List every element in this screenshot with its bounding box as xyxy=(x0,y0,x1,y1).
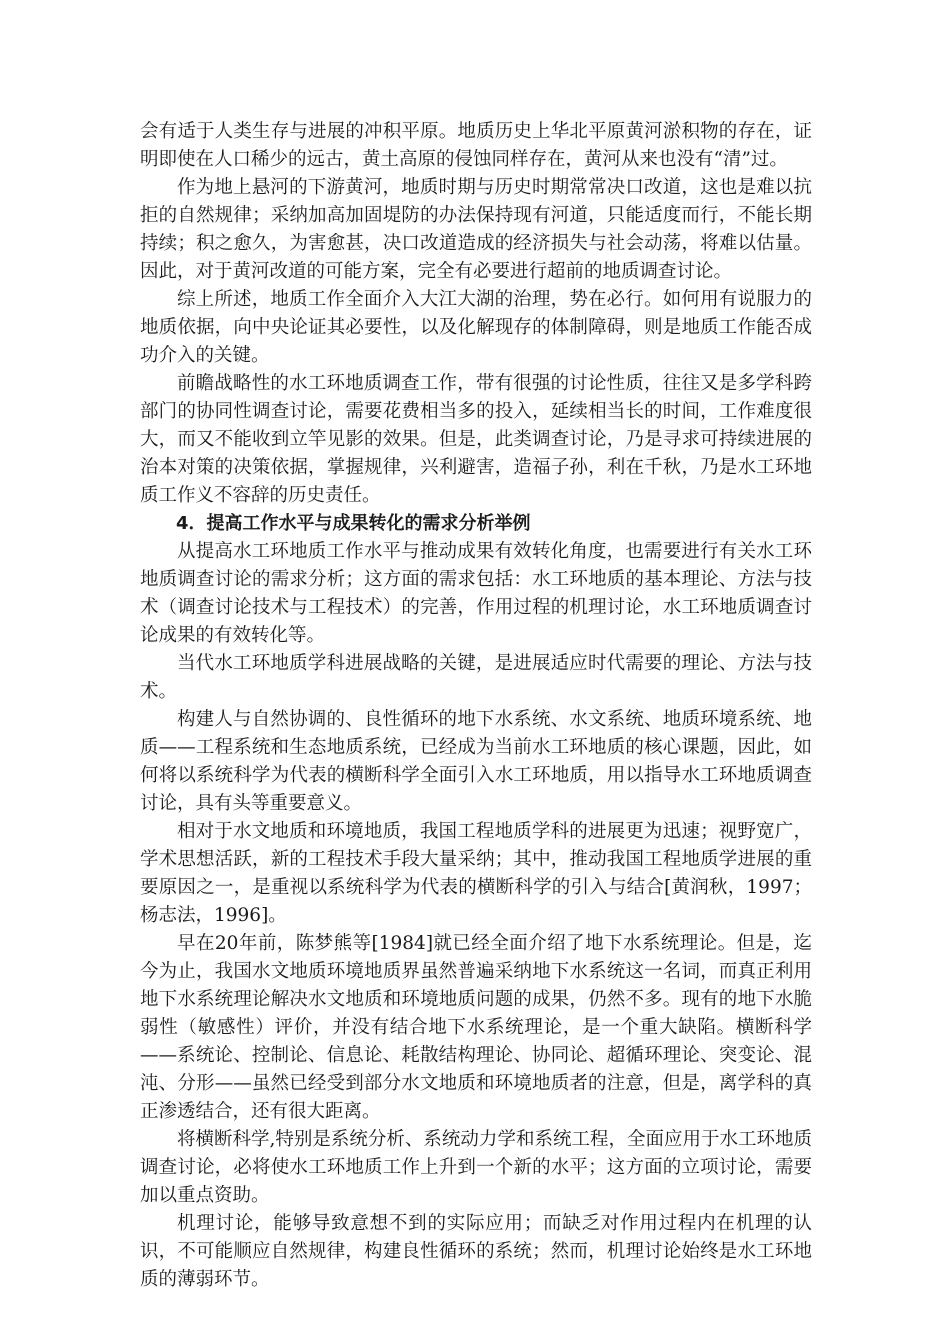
document-page xyxy=(140,118,812,1294)
paragraph-engineering-geology: 相对于水文地质和环境地质，我国工程地质学科的进展更为迅速；视野宽广，学术思想活跃，新的工程技术手段大量采纳；其中，推动我国工程地质学进展的重要原因之一，是重视以系统科学为代表的横断科学的引入与结合[黄润秋，1997；杨志法，1996]。 xyxy=(140,821,812,926)
paragraph-discipline-strategy: 当代水工环地质学科进展战略的关键，是进展适应时代需要的理论、方法与技术。 xyxy=(140,653,812,702)
paragraph-groundwater-system: 早在20年前，陈梦熊等[1984]就已经全面介绍了地下水系统理论。但是，迄今为止，我国水文地质环境地质界虽然普遍采纳地下水系统这一名词，而真正利用地下水系统理论解决水文地质和环境地质问题的成果，仍然不多。现有的地下水脆弱性（敏感性）评价，并没有结合地下水系统理论，是一个重大缺陷。横断科学——系统论、控制论、信息论、耗散结构理论、协同论、超循环理论、突变论、混沌、分形——虽然已经受到部分水文地质和环境地质者的注意，但是，离学科的真正渗透结合，还有很大距离。 xyxy=(140,933,812,1122)
paragraph-mechanism-research: 机理讨论，能够导致意想不到的实际应用；而缺乏对作用过程内在机理的认识，不可能顺应自然规律，构建良性循环的系统；然而，机理讨论始终是水工环地质的薄弱环节。 xyxy=(140,1213,812,1290)
paragraph-continued: 会有适于人类生存与进展的冲积平原。地质历史上华北平原黄河淤积物的存在，证明即使在人口稀少的远古，黄土高原的侵蚀同样存在，黄河从来也没有“清”过。 xyxy=(140,121,812,170)
paragraph-yellow-river-diversion: 作为地上悬河的下游黄河，地质时期与历史时期常常决口改道，这也是难以抗拒的自然规律；采纳加高加固堤防的办法保持现有河道，只能适度而行，不能长期持续；积之愈久，为害愈甚，决口改道造成的经济损失与社会动荡，将难以估量。因此，对于黄河改道的可能方案，完全有必要进行超前的地质调查讨论。 xyxy=(140,177,812,282)
paragraph-strategic-survey: 前瞻战略性的水工环地质调查工作，带有很强的讨论性质，往往又是多学科跨部门的协同性调查讨论，需要花费相当多的投入，延续相当长的时间，工作难度很大，而又不能收到立竿见影的效果。但是，此类调查讨论，乃是寻求可持续进展的治本对策的决策依据，掌握规律，兴利避害，造福子孙，利在千秋，乃是水工环地质工作义不容辞的历史责任。 xyxy=(140,373,812,506)
paragraph-summary: 综上所述，地质工作全面介入大江大湖的治理，势在必行。如何用有说服力的地质依据，向中央论证其必要性，以及化解现存的体制障碍，则是地质工作能否成功介入的关键。 xyxy=(140,289,812,366)
paragraph-cross-science: 将横断科学,特别是系统分析、系统动力学和系统工程，全面应用于水工环地质调查讨论，必将使水工环地质工作上升到一个新的水平；这方面的立项讨论，需要加以重点资助。 xyxy=(140,1129,812,1206)
paragraph-demand-analysis: 从提高水工环地质工作水平与推动成果有效转化角度，也需要进行有关水工环地质调查讨论的需求分析；这方面的需求包括：水工环地质的基本理论、方法与技术（调查讨论技术与工程技术）的完善，作用过程的机理讨论，水工环地质调查讨论成果的有效转化等。 xyxy=(140,541,812,646)
section-heading: 4．提高工作水平与成果转化的需求分析举例 xyxy=(176,513,531,534)
paragraph-system-building: 构建人与自然协调的、良性循环的地下水系统、水文系统、地质环境系统、地质——工程系统和生态地质系统，已经成为当前水工环地质的核心课题，因此，如何将以系统科学为代表的横断科学全面引入水工环地质，用以指导水工环地质调查讨论，具有头等重要意义。 xyxy=(140,709,812,814)
